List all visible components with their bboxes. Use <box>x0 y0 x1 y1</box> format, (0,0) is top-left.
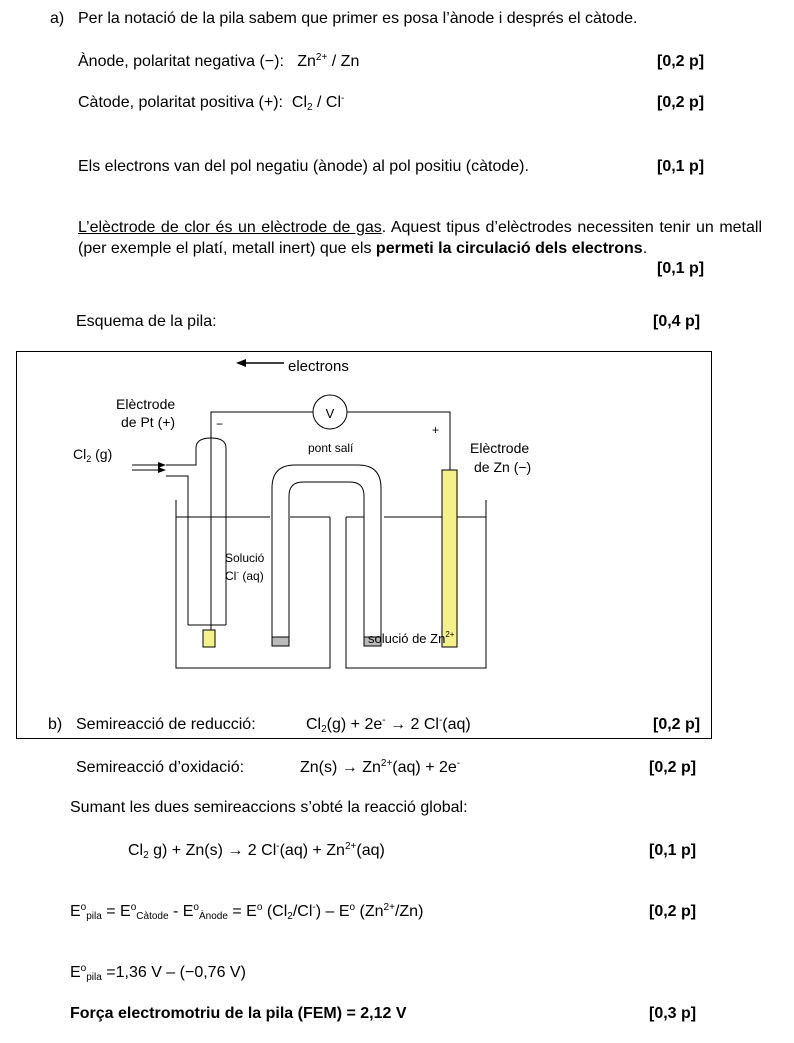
emf-formula: $E^o_{pila} = E^o_{Càtode} - E^o_{Ànode} = E^o$ $(Cl_2/Cl^-) - E^o$ $(Zn^{2+}/Zn)$ <box>70 902 424 922</box>
global-equation: $Cl_2$ g) + Zn(s) → 2 $Cl^-(aq) + Zn^{2+}(aq)$ <box>128 841 385 861</box>
pt-electrode-label-2: de Pt (+) <box>121 414 176 430</box>
sum-text: Sumant les dues semireaccions s’obté la reacció global: <box>70 799 468 816</box>
gas-inlet-arrows <box>132 462 166 473</box>
plus-sign: + <box>432 423 440 437</box>
zn-electrode-label-2: de Zn (−) <box>474 459 532 475</box>
fem-result: Força electromotriu de la pila (FEM) = 2,12 V <box>70 1005 407 1022</box>
salt-bridge-label: pont salí <box>308 441 354 455</box>
salt-bridge-outer <box>272 465 381 645</box>
reduction-label: Semireacció de reducció: <box>76 716 256 733</box>
gas-bold: permeti la circulació dels electrons <box>375 240 643 257</box>
electrons-text: Els electrons van del pol negatiu (ànode) al pol positiu (càtode). <box>78 158 529 175</box>
part-a-marker: a) <box>50 10 65 27</box>
salt-bridge-plug-left <box>272 637 289 646</box>
sol-cl-label-2: Cl- (aq) <box>225 568 264 583</box>
electrons-points: [0,1 p] <box>657 158 705 175</box>
oxidation-equation: $Zn(s) \to Zn^{2+}(aq) + 2e^-$ <box>300 758 461 776</box>
cl2-gas-label: $Cl_2$ (g) <box>73 446 113 464</box>
scheme-label: Esquema de la pila: <box>76 313 217 330</box>
cathode-points: [0,2 p] <box>657 94 705 111</box>
oxidation-points: [0,2 p] <box>649 759 697 776</box>
salt-bridge-inner <box>289 482 364 645</box>
emf-points: [0,2 p] <box>649 903 697 920</box>
pt-electrode-label-1: Elèctrode <box>116 396 176 412</box>
minus-sign: − <box>216 417 224 431</box>
gas-points: [0,1 p] <box>657 260 705 277</box>
global-points: [0,1 p] <box>649 842 697 859</box>
anode-label: Ànode, polaritat negativa (−): <box>78 53 284 70</box>
pt-electrode <box>203 630 215 647</box>
reduction-equation: $Cl_2(g) + 2e^- \to 2$ Cl-(aq) <box>306 715 471 735</box>
emf-value: $E^o_{pila} =1,36$ V – (−0,76 V) <box>70 963 246 983</box>
cathode-half: $Cl_2 / Cl^-$ <box>291 93 345 113</box>
fem-points: [0,3 p] <box>649 1005 697 1022</box>
intro-text: Per la notació de la pila sabem que primer es posa l’ànode i després el càtode. <box>78 10 638 27</box>
electrons-label: electrons <box>288 358 349 375</box>
zn-electrode-label-1: Elèctrode <box>470 440 530 456</box>
electron-arrow <box>236 359 284 367</box>
oxidation-label: Semireacció d’oxidació: <box>76 759 245 776</box>
voltmeter-label: V <box>325 406 335 421</box>
sol-cl-label-1: Solució <box>225 551 265 565</box>
anode-half: $Zn^{2+}$ / Zn <box>297 52 360 70</box>
zn-electrode <box>442 470 457 647</box>
scheme-points: [0,4 p] <box>653 313 701 330</box>
sol-zn-label: solució de $Zn^{2+}$ <box>368 630 455 646</box>
gas-underlined: L’elèctrode de clor és un elèctrode de gas <box>78 219 382 236</box>
part-b-marker: b) <box>48 716 63 733</box>
anode-points: [0,2 p] <box>657 53 705 70</box>
reduction-points: [0,2 p] <box>653 716 701 733</box>
cathode-label: Càtode, polaritat positiva (+): <box>78 94 283 111</box>
gas-tube-outer <box>166 438 226 625</box>
gas-electrode-paragraph: L’elèctrode de clor és un elèctrode de gas. Aquest tipus d’elèctrodes necessiten tenir un metall (per exemple el platí, metall inert) que els permeti la circulació dels electrons. <box>78 219 762 257</box>
beaker-left <box>176 500 330 668</box>
